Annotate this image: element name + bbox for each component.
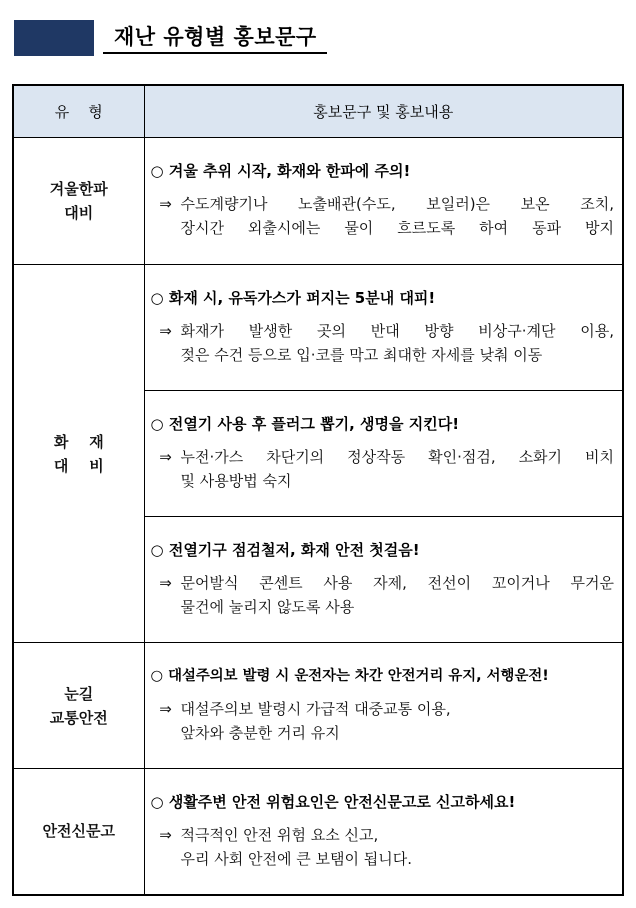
category-cell: [13, 265, 144, 643]
category-line: 대 비: [53, 456, 104, 475]
page-header: [0, 0, 636, 70]
category-line: 겨울한파: [49, 180, 108, 198]
category-line: 안전신문고: [42, 822, 115, 841]
item-headline: ○ 생활주변 안전 위험요인은 안전신문고로 신고하세요!: [150, 793, 516, 811]
item-detail: ⇒ 문어발식 콘센트 사용 자제, 전선이 꼬이거나 무거운 물건에 눌리지 않도록 사용: [151, 571, 615, 619]
item-headline: ○ 겨울 추위 시작, 화재와 한파에 주의!: [150, 162, 411, 180]
item-detail: ⇒ 수도계량기나 노출배관(수도, 보일러)은 보온 조치, 장시간 외출시에는 물이 흐르도록 하여 동파 방지: [151, 192, 615, 240]
content-cell: [144, 643, 623, 769]
arrow-icon: ⇒: [159, 574, 172, 592]
item-detail: ⇒ 적극적인 안전 위험 요소 신고, 우리 사회 안전에 큰 보탬이 됩니다.: [151, 823, 615, 871]
arrow-icon: ⇒: [159, 826, 172, 844]
item-detail: ⇒ 누전·가스 차단기의 정상작동 확인·점검, 소화기 비치 및 사용방법 숙지: [151, 445, 615, 493]
list-item: [145, 517, 623, 619]
table-row: [13, 769, 623, 895]
promo-table: [12, 84, 624, 896]
table-row: [13, 643, 623, 769]
item-detail: ⇒ 화재가 발생한 곳의 반대 방향 비상구·계단 이용, 젖은 수건 등으로 입·코를 막고 최대한 자세를 낮춰 이동: [151, 319, 615, 367]
category-cell: [13, 138, 144, 265]
content-cell: [144, 138, 623, 265]
list-item: [145, 138, 623, 240]
item-detail: ⇒ 대설주의보 발령시 가급적 대중교통 이용, 앞차와 충분한 거리 유지: [151, 697, 615, 745]
column-header-content: 홍보문구 및 홍보내용: [144, 85, 623, 138]
item-headline: ○ 대설주의보 발령 시 운전자는 차간 안전거리 유지, 서행운전!: [150, 668, 549, 684]
arrow-icon: ⇒: [159, 195, 172, 213]
item-headline: ○ 전열기 사용 후 플러그 뽑기, 생명을 지킨다!: [150, 415, 460, 433]
content-cell: [144, 265, 623, 391]
arrow-icon: ⇒: [159, 700, 172, 718]
list-item: [145, 769, 623, 871]
content-cell: [144, 391, 623, 517]
list-item: [145, 391, 623, 493]
page-title: 재난 유형별 홍보문구: [103, 20, 327, 54]
content-cell: [144, 517, 623, 643]
content-cell: [144, 769, 623, 895]
arrow-icon: ⇒: [159, 448, 172, 466]
category-line: 화 재: [53, 432, 104, 451]
category-cell: [13, 643, 144, 769]
item-headline: ○ 화재 시, 유독가스가 퍼지는 5분내 대피!: [150, 289, 436, 307]
table-header-row: [13, 85, 623, 138]
list-item: [145, 265, 623, 367]
table-row: [13, 138, 623, 265]
category-line: 교통안전: [49, 708, 108, 727]
list-item: [145, 643, 623, 745]
column-header-type: 유 형: [13, 85, 144, 138]
arrow-icon: ⇒: [159, 322, 172, 340]
category-cell: [13, 769, 144, 895]
category-line: 대비: [64, 204, 94, 222]
header-color-block: [14, 20, 94, 56]
item-headline: ○ 전열기구 점검철저, 화재 안전 첫걸음!: [150, 541, 420, 559]
category-line: 눈길: [64, 684, 94, 703]
table-row: [13, 265, 623, 391]
